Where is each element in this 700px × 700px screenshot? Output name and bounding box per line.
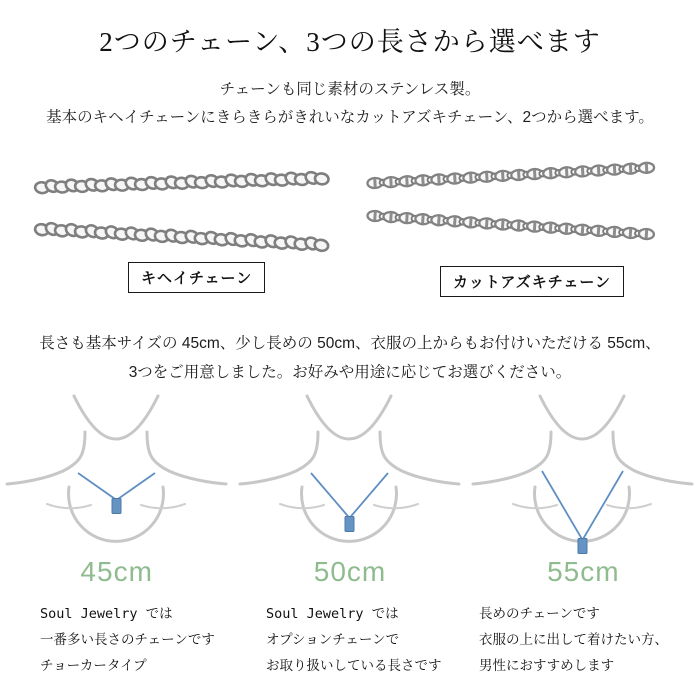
size-labels-row <box>0 556 700 588</box>
chain-link-shape <box>565 168 568 177</box>
neck-figure-50cm <box>233 390 466 558</box>
kihei-chain-image <box>28 158 340 270</box>
head-outline <box>307 396 391 439</box>
chain-link-shape <box>613 227 617 236</box>
kihei-chain-label: キヘイチェーン <box>128 262 265 293</box>
neck-figure-45cm <box>0 390 233 558</box>
length-intro-line-1: 長さも基本サイズの 45cm、少し長めの 50cm、衣服の上からもお付けいただける 55cm、 <box>39 335 661 352</box>
descriptions-row <box>0 601 700 679</box>
azuki-chain-strand-top <box>367 162 654 188</box>
neck-shoulder-left <box>7 432 85 484</box>
head-outline <box>74 396 158 439</box>
desc-line: チョーカータイプ <box>40 658 147 674</box>
chain-link-shape <box>405 214 409 223</box>
chain-link-shape <box>485 219 489 228</box>
chain-link-shape <box>581 167 584 176</box>
chain-link-shape <box>469 173 472 182</box>
chain-link-shape <box>437 175 440 184</box>
chest-outline <box>69 487 164 541</box>
desc-line: Soul Jewelry では <box>40 606 173 622</box>
pendant-45cm <box>112 499 121 514</box>
chain-link-shape <box>533 170 536 179</box>
desc-line: お取り扱いしている長さです <box>266 658 442 674</box>
kihei-chain-strand-bottom <box>34 220 330 253</box>
intro-line-1: チェーンも同じ素材のステンレス製。 <box>219 81 481 98</box>
chain-link-shape <box>645 163 648 172</box>
size-label-50cm: 50cm <box>313 556 387 587</box>
neck-shoulder-right <box>147 432 226 484</box>
chain-link-shape <box>469 218 473 227</box>
chain-link-shape <box>437 216 441 225</box>
desc-55cm <box>466 601 699 679</box>
length-figures-row <box>0 390 700 558</box>
desc-line: Soul Jewelry では <box>266 606 399 622</box>
chain-link-shape <box>517 221 521 230</box>
chain-link-shape <box>597 226 601 235</box>
chain-link-shape <box>581 225 585 234</box>
chain-link-shape <box>549 169 552 178</box>
chain-link-shape <box>517 170 520 179</box>
length-intro-line-2: 3つをご用意しました。お好みや用途に応じてお選びください。 <box>128 364 572 381</box>
neck-shoulder-right <box>613 432 692 484</box>
cut-azuki-chain-label: カットアズキチェーン <box>440 266 624 297</box>
neck-figure-55cm <box>466 390 699 558</box>
pendant-55cm <box>578 539 587 554</box>
desc-line: 男性におすすめします <box>479 658 615 674</box>
size-label-55cm: 55cm <box>547 556 620 587</box>
chain-link-shape <box>565 224 569 233</box>
neck-shoulder-left <box>473 432 551 484</box>
chain-link-shape <box>501 220 505 229</box>
intro-line-2: 基本のキヘイチェーンにきらきらがきれいなカットアズキチェーン、2つから選べます。 <box>46 109 654 126</box>
chain-link-shape <box>389 213 393 222</box>
neck-shoulder-right <box>380 432 459 484</box>
chain-link-shape <box>549 223 553 232</box>
chain-link-shape <box>314 173 329 186</box>
chain-link-shape <box>597 166 600 175</box>
chain-link-shape <box>453 217 457 226</box>
cut-azuki-chain-image <box>363 150 663 262</box>
chest-outline <box>535 487 630 541</box>
azuki-chain-strand-bottom <box>367 211 654 240</box>
chain-link-shape <box>373 179 376 188</box>
pendant-50cm <box>345 517 354 532</box>
page-title: 2つのチェーン、3つの長さから選べます <box>99 27 601 57</box>
desc-line: オプションチェーンで <box>266 632 400 648</box>
chain-link-shape <box>421 215 425 224</box>
chain-link-shape <box>405 177 408 186</box>
desc-line: 長めのチェーンです <box>479 606 600 622</box>
chest-outline <box>302 487 397 541</box>
size-label-45cm: 45cm <box>80 556 153 587</box>
necklace-chain-50cm <box>311 473 388 518</box>
chain-link-shape <box>453 174 456 183</box>
neck-shoulder-left <box>240 432 318 484</box>
chain-link-shape <box>373 212 377 221</box>
desc-50cm <box>233 601 466 679</box>
chain-link-shape <box>533 222 537 231</box>
desc-line: 一番多い長さのチェーンです <box>40 632 215 648</box>
chain-link-shape <box>421 176 424 185</box>
desc-line: 衣服の上に出して着けたい方、 <box>479 632 668 648</box>
chain-link-shape <box>485 172 488 181</box>
chain-link-shape <box>501 171 504 180</box>
kihei-chain-strand-top <box>34 169 330 194</box>
chain-link-shape <box>613 165 616 174</box>
chain-link-shape <box>629 164 632 173</box>
chain-link-shape <box>389 178 392 187</box>
chain-link-shape <box>629 228 633 237</box>
head-outline <box>540 396 624 439</box>
chain-link-shape <box>645 230 649 239</box>
desc-45cm <box>0 601 233 679</box>
necklace-chain-45cm <box>78 473 155 500</box>
